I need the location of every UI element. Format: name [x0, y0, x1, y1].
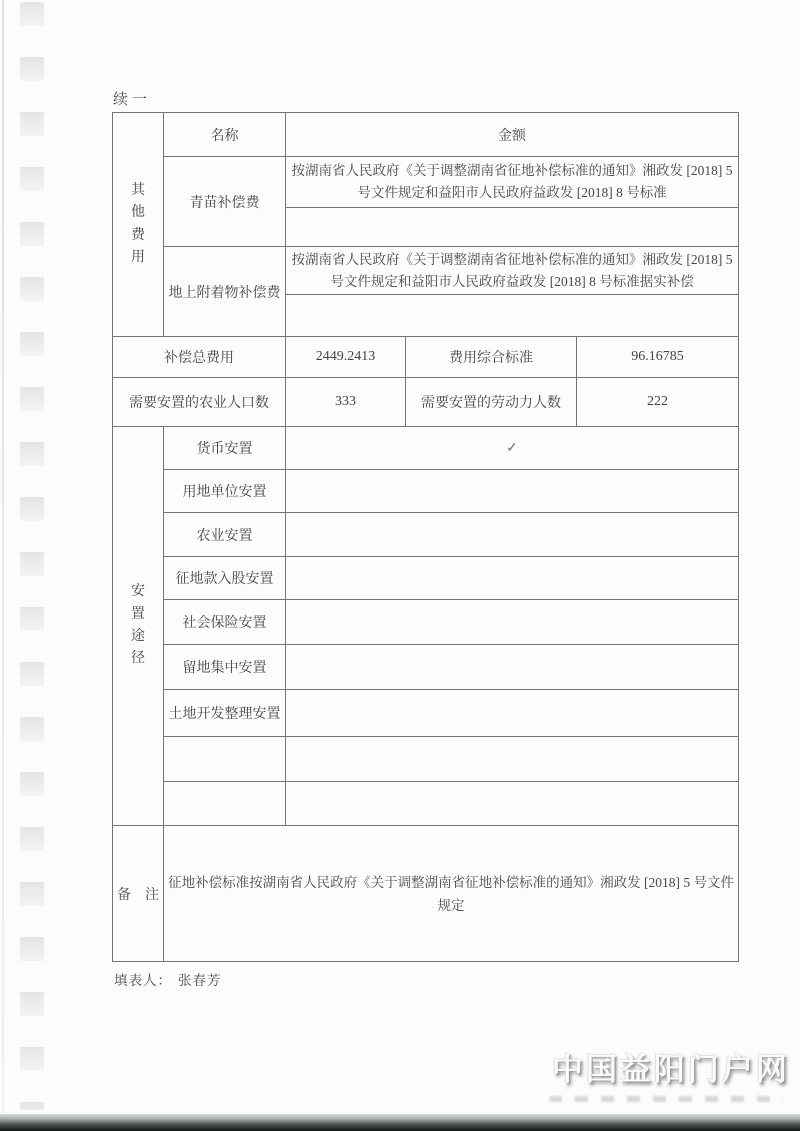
table-row	[113, 513, 739, 557]
fee-name-cell: 地上附着物补偿费	[164, 247, 286, 337]
table-row	[113, 378, 739, 427]
resettlement-option-value	[286, 782, 739, 826]
composite-standard-value-cell: 96.16785	[577, 337, 739, 378]
fee-amount-empty-cell	[286, 295, 739, 337]
resettlement-option-label	[164, 782, 286, 826]
table-row	[113, 557, 739, 600]
agri-population-value-cell: 333	[286, 378, 406, 427]
total-fee-value-cell: 2449.2413	[286, 337, 406, 378]
other-fees-group-label: 其他费用	[131, 182, 145, 265]
resettlement-option-value	[286, 600, 739, 645]
site-watermark: 中国益阳门户网	[552, 1052, 790, 1087]
filled-by-name: 张春芳	[178, 973, 222, 988]
name-header-cell: 名称	[164, 113, 286, 157]
total-fee-label-cell: 补偿总费用	[113, 337, 286, 378]
resettlement-option-label: 社会保险安置	[164, 600, 286, 645]
resettlement-option-label	[164, 737, 286, 782]
remarks-label-cell: 备 注	[113, 826, 164, 962]
table-row	[113, 690, 739, 737]
resettlement-option-label: 土地开发整理安置	[164, 690, 286, 737]
table-row	[113, 826, 739, 962]
resettlement-group-cell	[113, 427, 164, 826]
labor-label-cell: 需要安置的劳动力人数	[406, 378, 577, 427]
table-row	[113, 427, 739, 470]
other-fees-group-cell	[113, 113, 164, 337]
fee-amount-empty-cell	[286, 208, 739, 247]
table-row	[113, 782, 739, 826]
table-row	[113, 113, 739, 157]
continuation-label: 续一	[113, 92, 152, 108]
table-row	[113, 600, 739, 645]
resettlement-option-value	[286, 645, 739, 690]
filled-by-label: 填表人：	[114, 973, 172, 988]
amount-header-cell: 金额	[286, 113, 739, 157]
table-row	[113, 470, 739, 513]
composite-standard-label-cell: 费用综合标准	[406, 337, 577, 378]
table-row	[113, 337, 739, 378]
resettlement-option-label: 留地集中安置	[164, 645, 286, 690]
resettlement-option-value	[286, 690, 739, 737]
checkmark: ✓	[506, 440, 518, 456]
resettlement-option-label: 用地单位安置	[164, 470, 286, 513]
compensation-form-table	[112, 112, 739, 962]
resettlement-option-label: 征地款入股安置	[164, 557, 286, 600]
resettlement-option-value	[286, 513, 739, 557]
agri-population-label-cell: 需要安置的农业人口数	[113, 378, 286, 427]
resettlement-option-value	[286, 470, 739, 513]
table-row	[113, 247, 739, 295]
table-row	[113, 157, 739, 208]
resettlement-group-label: 安置途径	[131, 584, 145, 667]
table-row	[113, 645, 739, 690]
scan-edge-bar	[0, 1114, 800, 1131]
fee-amount-cell: 按湖南省人民政府《关于调整湖南省征地补偿标准的通知》湘政发 [2018] 5 号文件规定和益阳市人民政府益政发 [2018] 8 号标准据实补偿	[286, 247, 739, 295]
binding-hole-marks	[20, 2, 44, 1110]
remarks-text-cell: 征地补偿标准按湖南省人民政府《关于调整湖南省征地补偿标准的通知》湘政发 [2018] 5 号文件规定	[164, 826, 739, 962]
fee-amount-cell: 按湖南省人民政府《关于调整湖南省征地补偿标准的通知》湘政发 [2018] 5 号文件规定和益阳市人民政府益政发 [2018] 8 号标准	[286, 157, 739, 208]
resettlement-option-value	[286, 557, 739, 600]
table-row	[113, 737, 739, 782]
resettlement-option-value	[286, 427, 739, 470]
fee-name-cell: 青苗补偿费	[164, 157, 286, 247]
watermark-shadow	[549, 1096, 784, 1102]
resettlement-option-label: 货币安置	[164, 427, 286, 470]
resettlement-option-value	[286, 737, 739, 782]
page-edge-shadow	[2, 0, 4, 1115]
resettlement-option-label: 农业安置	[164, 513, 286, 557]
labor-value-cell: 222	[577, 378, 739, 427]
filled-by-line	[114, 969, 222, 989]
